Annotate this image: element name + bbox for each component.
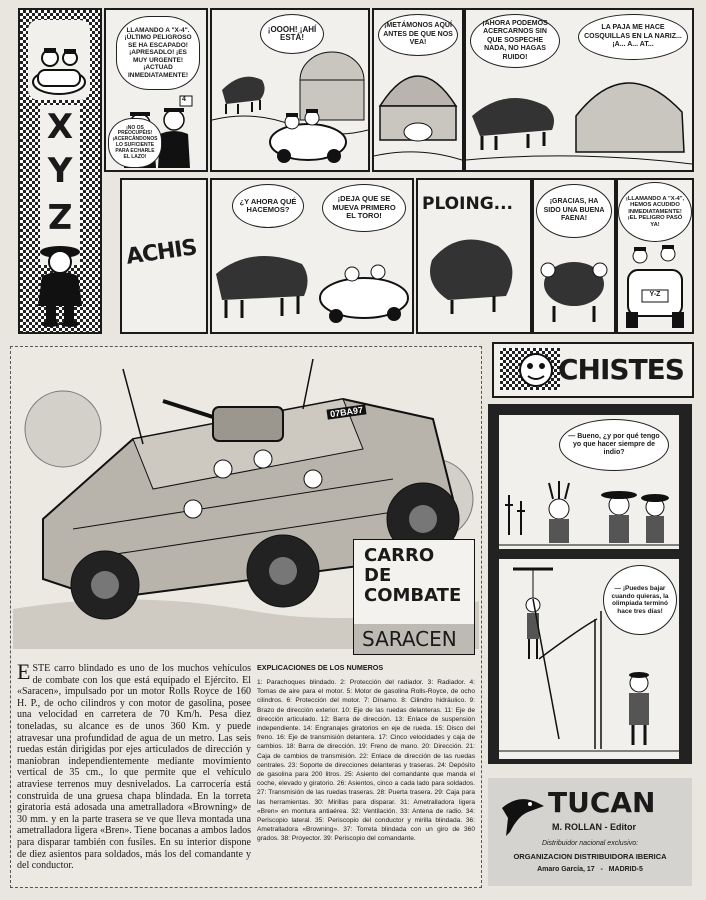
comic-panel-7 xyxy=(416,178,532,334)
numbers-legend-header: EXPLICACIONES DE LOS NUMEROS xyxy=(257,663,384,672)
comic-panel-3 xyxy=(372,8,464,172)
panel2-speech-bubble: ¡OOOH! ¡AHÍ ESTÁ! xyxy=(260,14,324,54)
car-driver-illustration xyxy=(28,20,90,100)
title-line-carro: CARRO xyxy=(364,545,435,566)
chistes-column xyxy=(488,404,692,764)
chistes-header xyxy=(492,342,694,398)
comic-panel-5 xyxy=(120,178,208,334)
comic-strip xyxy=(0,0,706,340)
title-line-saracen: SARACEN xyxy=(354,624,474,654)
letter-x: X xyxy=(46,107,74,147)
comic-panel-4 xyxy=(464,8,694,172)
comic-panel-8 xyxy=(532,178,616,334)
toucan-logo-icon xyxy=(498,792,548,838)
radio-speech-bubble: LLAMANDO A "X-4". ¡ÚLTIMO PELIGROSO SE HA ESCAPADO! ¡APRESADLO! ¡ES MUY URGENTE! ¡ACTUAD INMEDIATAMENTE! xyxy=(116,16,200,90)
mascot-icon xyxy=(516,350,556,390)
side-letters xyxy=(40,105,80,237)
publisher-editor: M. ROLLAN - Editor xyxy=(552,822,636,832)
bull-car-illustration xyxy=(212,234,412,332)
numbers-legend-text: 1: Parachoques blindado. 2: Protección del radiador. 3: Radiador. 4: Tomas de aire para el motor. 5: Motor de gasolina Rolls-Royce, de ocho cilindros. 6: Protección del motor. 7: Dínamo. 8: Cilindro hidráulico. 9: Brazo de dirección exterior. 10: Eje de las ruedas delanteras. 11: Eje de dirección articulado. 12: Barra de dirección. 13: Enlace de suspensión independiente. 14: Engranajes giratorios en eje de rueda. 15: Disco del freno. 16: Eje de transmisión delantera. 17: Cinco velocidades y caja de cambios. 18: Barra de dirección. 19: Freno de mano. 20: Dirección. 21: Caja de cambios de transmisión. 22: Enlace de dirección de las ruedas centrales. 23: Soporte de direcciones delanteras y traseras. 24: Depósito de gasolina para 200 litros. 25: Asiento del comandante que manda el coche, elevado y giratorio. 26: Asientos, cinco a cada lado para soldados. 27: Transmisión de las ruedas traseras. 28: Puerta trasera. 29: Caja para las herramientas. 30: Mirillas para disparar. 31: Ametralladora ligera «Bren» en montura antiaérea. 32: Ventilación. 33: Antena de radio. 34: Periscopio lateral. 35: Periscopio del conductor y mirilla blindada. 36: Ametralladora «Browning». 37: Torreta blindada con un giro de 360 grados. 38: Proyector. 39: Periscopio del comandante. xyxy=(257,679,475,843)
publisher-logo-text: TUCAN xyxy=(548,786,656,819)
article-body xyxy=(17,659,251,872)
chase-scene-illustration xyxy=(212,50,368,170)
side-title-panel xyxy=(18,8,102,334)
radio-sign: 4 xyxy=(182,96,186,103)
comic-panel-1 xyxy=(104,8,208,172)
vehicle-plate: 07BA97 xyxy=(326,404,366,419)
joke2-speech-bubble: — ¡Puedes bajar cuando quieras, la olimpiada terminó hace tres días! xyxy=(603,565,677,635)
panel6-speech-bubble-1: ¿Y AHORA QUÉ HACEMOS? xyxy=(232,184,304,228)
letter-z: Z xyxy=(47,195,73,235)
article-body-text: STE carro blindado es uno de los muchos vehículos de combate con los que está equipado el Ejército. El «Saracen», impulsado por un motor Rolls Royce de 160 H. P., de ocho cilindros y con motor de gasolina, posee una velocidad en carretera de 70 Km/h. Pesa diez toneladas, su alcance es de unos 360 Km. y puede atravesar una profundidad de agua de un metro. Las seis ruedas están dirigidas por ejes articulados de dirección y maniobran independientemente mediante movimiento vertical de 35 cm., lo que permite que el vehículo atraviese terrenos muy desnivelados. La carrocería está construida de una gruesa chapa blindada. En la torreta giratoria está adosada una ametralladora «Browning» de 30 mm. y en la parte trasera se ve que lleva montada una ametralladora ligera «Bren». Tiene bocanas a ambos lados para disparar también con fusiles. En su interior dispone de diez asientos para soldados, más los del comandante y del conductor. xyxy=(17,663,251,872)
cowboy-indian-illustration xyxy=(499,465,679,549)
policemen-car-illustration xyxy=(618,242,692,332)
chistes-title: CHISTES xyxy=(558,353,684,386)
title-line-de: DE xyxy=(364,565,392,586)
policeman-reply-bubble: ¡NO OS PREOCUPÉIS! ¡ACERCÁNDONOS LO SUFICIENTE PARA ECHARLE EL LAZO! xyxy=(108,118,162,168)
detective-illustration xyxy=(28,240,92,328)
panel8-speech-bubble: ¡GRACIAS, HA SIDO UNA BUENA FAENA! xyxy=(536,184,612,238)
numbers-legend xyxy=(257,663,475,844)
panel4-speech-bubble-1: ¡AHORA PODEMOS ACERCARNOS SIN QUE SOSPECHE NADA, NO HAGAS RUIDO! xyxy=(470,14,560,68)
bouncing-bull-illustration xyxy=(418,220,530,332)
ploing-sound-effect: PLOING... xyxy=(422,194,514,214)
sneeze-sound-effect: ACHIS xyxy=(124,235,199,270)
pole-vault-illustration xyxy=(499,559,679,759)
joke-panel-1 xyxy=(498,414,680,550)
title-line-combate: COMBATE xyxy=(364,585,462,606)
article-title-box xyxy=(353,539,475,655)
haystack-illustration xyxy=(374,56,462,170)
joke1-speech-bubble: — Bueno, ¿y por qué tengo yo que hacer siempre de indio? xyxy=(559,419,669,471)
drop-cap: E xyxy=(17,659,31,684)
publisher-address: Amaro García, 17 - MADRID-5 xyxy=(537,866,643,873)
article-section xyxy=(10,346,482,888)
panel4-speech-bubble-2: LA PAJA ME HACE COSQUILLAS EN LA NARIZ... ¡A... A... AT... xyxy=(578,14,688,60)
letter-y: Y xyxy=(47,151,73,191)
panel3-speech-bubble: ¡METÁMONOS AQUÍ ANTES DE QUE NOS VEA! xyxy=(378,14,458,56)
panel9-speech-bubble: ¡LLAMANDO A "X-4", HEMOS ACUDIDO INMEDIATAMENTE! ¡EL PELIGRO PASÓ YA! xyxy=(618,182,692,242)
joke-panel-2 xyxy=(498,558,680,760)
comic-panel-6 xyxy=(210,178,414,334)
distributor-label: Distribuidor nacional exclusivo: xyxy=(541,840,639,847)
trapped-bull-illustration xyxy=(534,240,614,332)
panel6-speech-bubble-2: ¡DEJA QUE SE MUEVA PRIMERO EL TORO! xyxy=(322,184,406,232)
bull-haystack-illustration xyxy=(466,56,692,170)
comic-panel-9 xyxy=(616,178,694,334)
publisher-box xyxy=(488,778,692,886)
comic-panel-2 xyxy=(210,8,370,172)
car-plate: Y-Z xyxy=(649,291,661,298)
distributor-name: ORGANIZACION DISTRIBUIDORA IBERICA xyxy=(513,852,667,861)
